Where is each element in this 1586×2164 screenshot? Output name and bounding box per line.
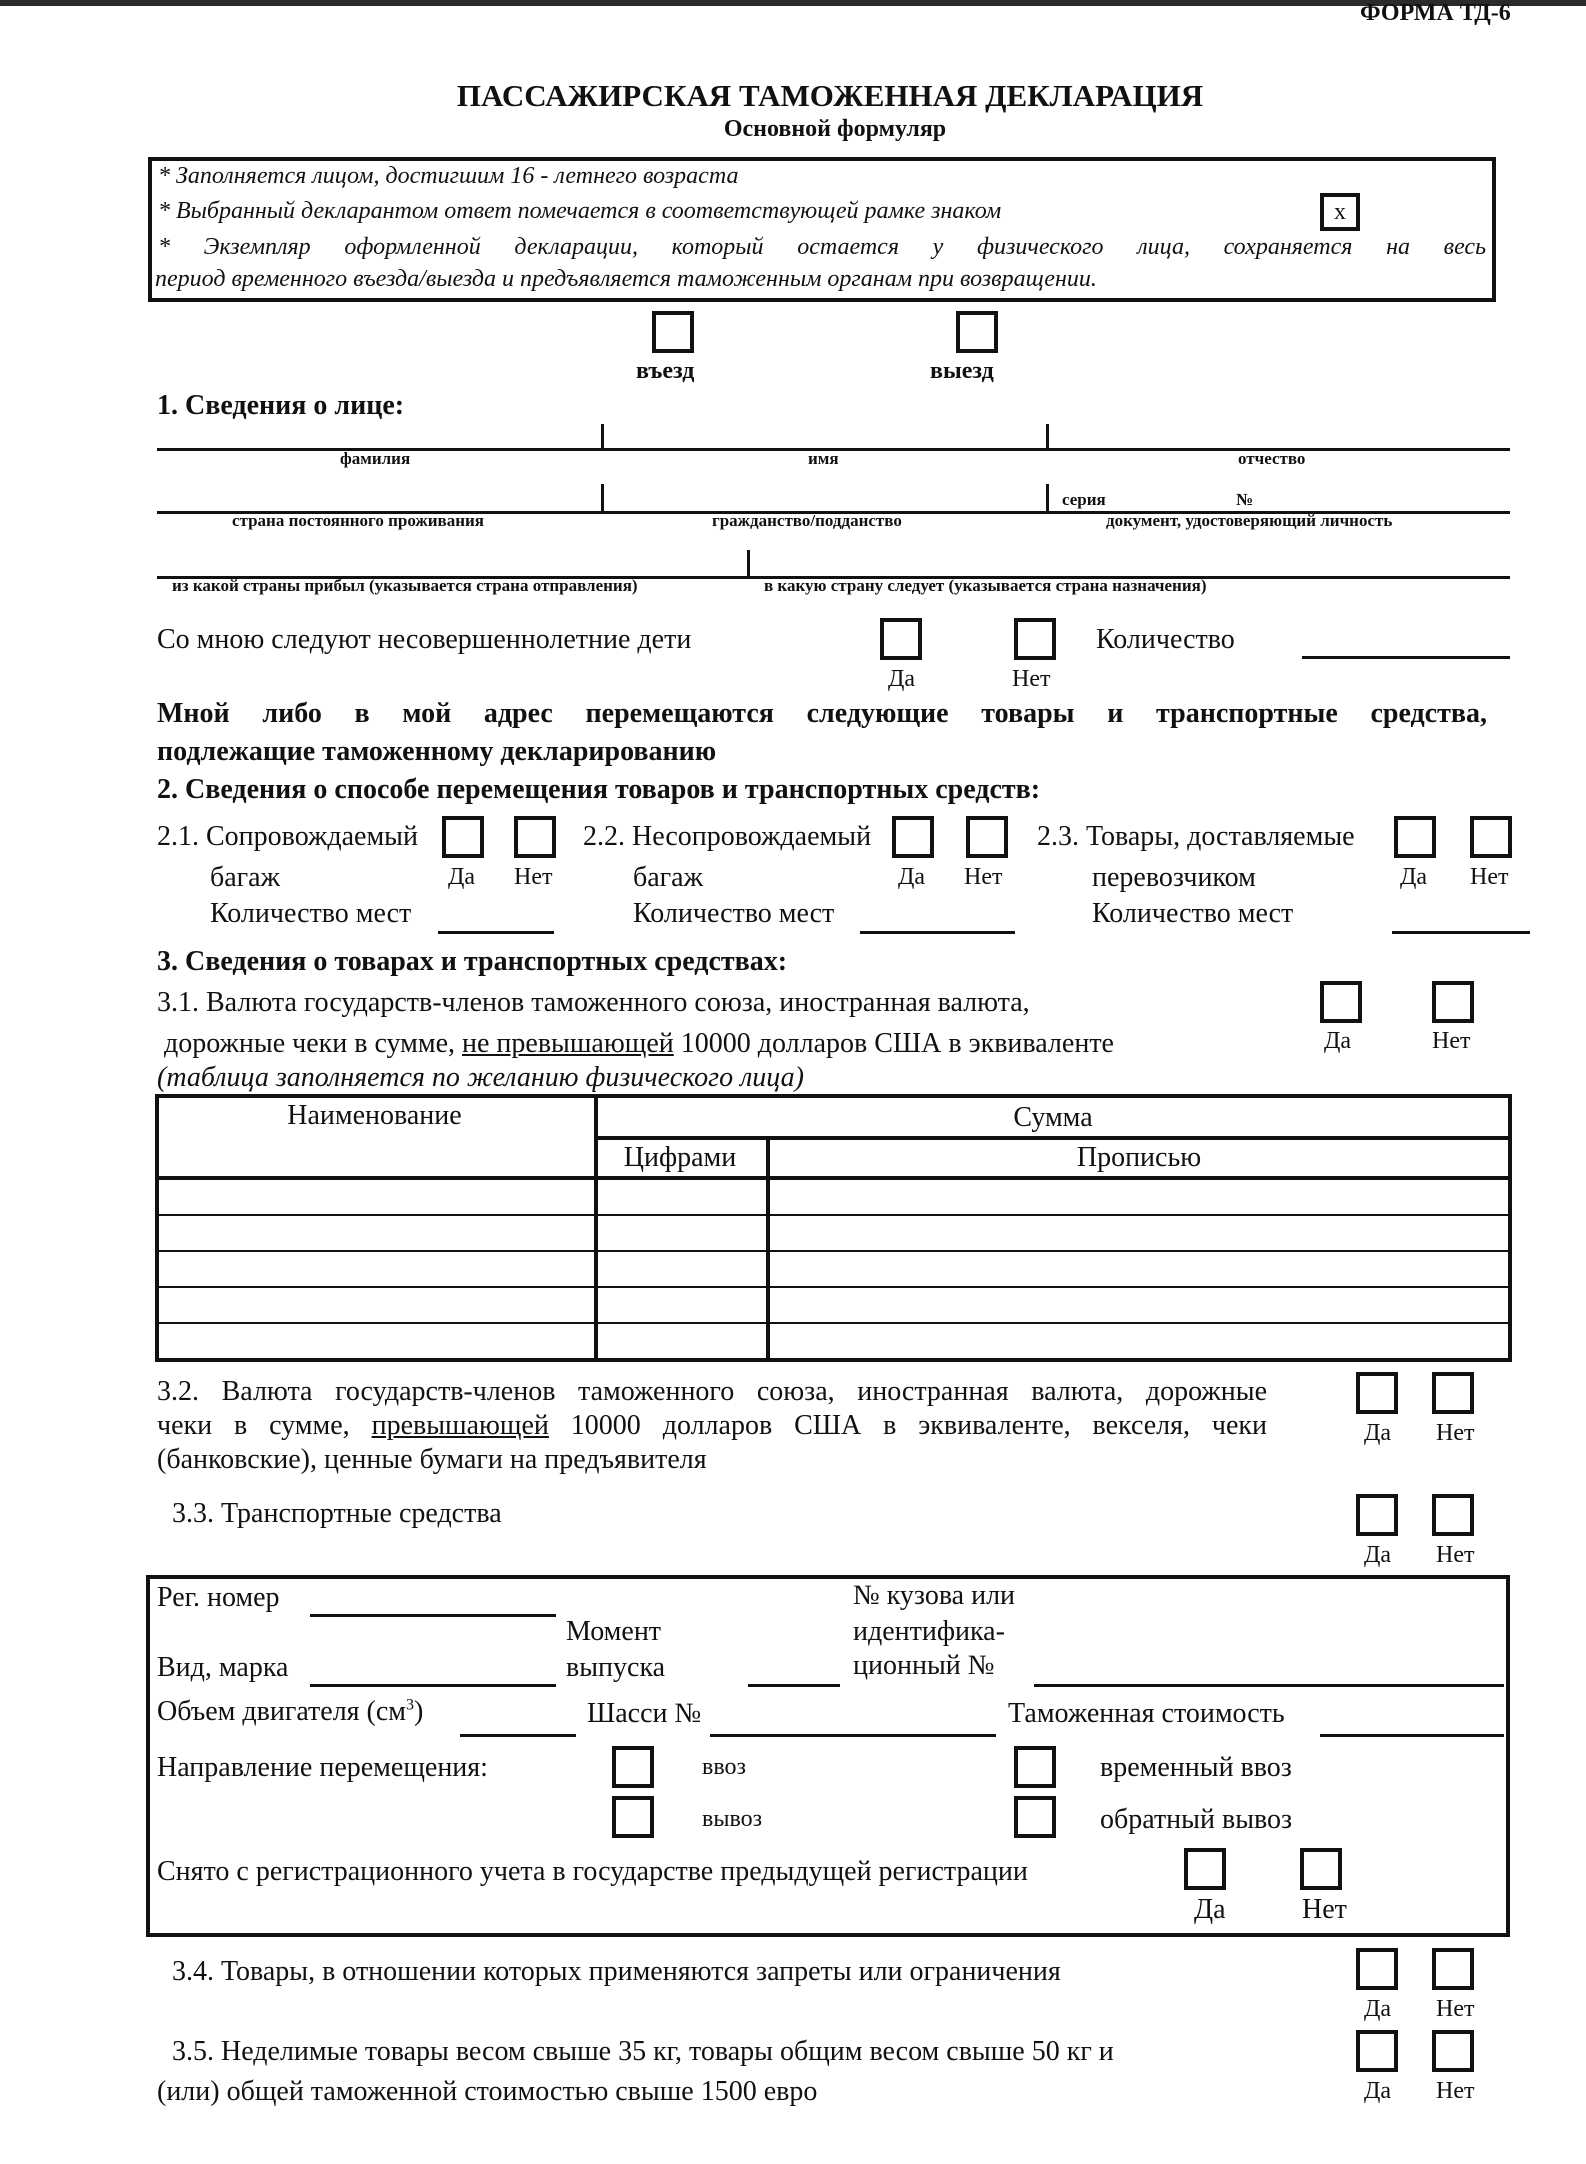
s31-underlined: не превышающей: [462, 1028, 674, 1059]
currency-table-sum-divider: [594, 1136, 1512, 1140]
section-3-title: 3. Сведения о товарах и транспортных средствах:: [157, 946, 788, 977]
exit-checkbox[interactable]: [956, 311, 998, 353]
unaccompanied-baggage-label-2: багаж: [633, 862, 703, 893]
movement-direction-label: Направление перемещения:: [157, 1752, 488, 1783]
route-separator: [747, 550, 750, 576]
children-yes-checkbox[interactable]: [880, 618, 922, 660]
name-separator-1: [601, 424, 604, 448]
s32-line-2: [157, 1410, 1267, 1442]
page-title: ПАССАЖИРСКАЯ ТАМОЖЕННАЯ ДЕКЛАРАЦИЯ: [456, 78, 1204, 113]
engine-volume-field[interactable]: [460, 1734, 576, 1737]
s34-no-label: Нет: [1436, 1996, 1475, 2022]
col-name-header: Наименование: [287, 1100, 462, 1131]
table-row: [155, 1286, 1512, 1288]
s31-line-2: [164, 1028, 1114, 1060]
accompanied-no-label: Нет: [514, 864, 553, 890]
accompanied-places-label: Количество мест: [210, 898, 412, 929]
unaccompanied-places-label: Количество мест: [633, 898, 835, 929]
deregistered-label: Снято с регистрационного учета в государстве предыдущей регистрации: [157, 1856, 1028, 1887]
deregistered-no-checkbox[interactable]: [1300, 1848, 1342, 1890]
children-quantity-label: Количество: [1096, 624, 1235, 655]
unaccompanied-yes-label: Да: [898, 864, 926, 890]
s34-yes-label: Да: [1364, 1996, 1392, 2022]
deregistered-yes-checkbox[interactable]: [1184, 1848, 1226, 1890]
import-checkbox[interactable]: [612, 1746, 654, 1788]
unaccompanied-no-label: Нет: [964, 864, 1003, 890]
note-line-3: * Экземпляр оформленной декларации, который остается у физического лица, сохраняется на весь: [158, 234, 1486, 260]
re-export-label: обратный вывоз: [1100, 1804, 1293, 1835]
carrier-goods-label: 2.3. Товары, доставляемые: [1037, 821, 1355, 852]
s31-yes-label: Да: [1324, 1028, 1352, 1054]
children-quantity-field[interactable]: [1302, 656, 1510, 659]
carrier-no-label: Нет: [1470, 864, 1509, 890]
accompanied-yes-label: Да: [448, 864, 476, 890]
s33-no-label: Нет: [1436, 1542, 1475, 1568]
s32-line-3: (банковские), ценные бумаги на предъявителя: [157, 1444, 707, 1475]
s34-yes-checkbox[interactable]: [1356, 1948, 1398, 1990]
engine-volume-paren: ): [414, 1696, 424, 1727]
s32-yes-checkbox[interactable]: [1356, 1372, 1398, 1414]
goods-intro-line-2: подлежащие таможенному декларированию: [157, 736, 717, 767]
to-country-label: в какую страну следует (указывается страна назначения): [764, 576, 1207, 595]
accompanied-no-checkbox[interactable]: [514, 816, 556, 858]
s33-yes-label: Да: [1364, 1542, 1392, 1568]
chassis-label: Шасси №: [587, 1698, 702, 1729]
surname-label: фамилия: [340, 449, 411, 468]
temp-import-label: временный ввоз: [1100, 1752, 1292, 1783]
carrier-goods-label-2: перевозчиком: [1092, 862, 1256, 893]
country-residence-label: страна постоянного проживания: [232, 511, 484, 530]
release-label-1: Момент: [566, 1616, 662, 1647]
engine-volume-label: [157, 1696, 423, 1728]
s33-label: 3.3. Транспортные средства: [172, 1498, 502, 1529]
residence-separator-2: [1046, 484, 1049, 512]
temp-import-checkbox[interactable]: [1014, 1746, 1056, 1788]
s31-no-label: Нет: [1432, 1028, 1471, 1054]
patronymic-label: отчество: [1238, 449, 1306, 468]
body-number-label-1: № кузова или: [853, 1580, 1016, 1611]
unaccompanied-yes-checkbox[interactable]: [892, 816, 934, 858]
carrier-yes-label: Да: [1400, 864, 1428, 890]
body-number-field[interactable]: [1034, 1684, 1504, 1687]
customs-value-label: Таможенная стоимость: [1008, 1698, 1285, 1729]
section-2-title: 2. Сведения о способе перемещения товаров и транспортных средств:: [157, 774, 1041, 805]
first-name-label: имя: [808, 449, 839, 468]
id-document-label: документ, удостоверяющий личность: [1106, 511, 1393, 530]
s35-no-checkbox[interactable]: [1432, 2030, 1474, 2072]
name-separator-2: [1046, 424, 1049, 448]
s35-yes-checkbox[interactable]: [1356, 2030, 1398, 2072]
s35-yes-label: Да: [1364, 2078, 1392, 2104]
col-digits-header: Цифрами: [623, 1142, 737, 1173]
accompanied-baggage-label: 2.1. Сопровождаемый: [157, 821, 418, 852]
children-yes-label: Да: [888, 666, 916, 692]
s32-no-checkbox[interactable]: [1432, 1372, 1474, 1414]
re-export-checkbox[interactable]: [1014, 1796, 1056, 1838]
deregistered-no-label: Нет: [1302, 1894, 1347, 1925]
carrier-no-checkbox[interactable]: [1470, 816, 1512, 858]
table-row: [155, 1322, 1512, 1324]
body-number-label-2: идентифика-: [853, 1616, 1005, 1647]
page-subtitle: Основной формуляр: [723, 116, 947, 142]
col-sum-header: Сумма: [1013, 1102, 1093, 1133]
table-row: [155, 1250, 1512, 1252]
sample-mark-box: x: [1320, 193, 1360, 231]
engine-volume-text: Объем двигателя (см: [157, 1696, 407, 1727]
accompanied-baggage-label-2: багаж: [210, 862, 280, 893]
s33-yes-checkbox[interactable]: [1356, 1494, 1398, 1536]
exit-label: выезд: [930, 358, 994, 384]
accompanied-places-field[interactable]: [438, 931, 554, 934]
unaccompanied-places-field[interactable]: [860, 931, 1015, 934]
s35-line-2: (или) общей таможенной стоимостью свыше 1500 евро: [157, 2076, 818, 2107]
deregistered-yes-label: Да: [1194, 1894, 1226, 1925]
table-row: [155, 1214, 1512, 1216]
children-question: Со мною следуют несовершеннолетние дети: [157, 624, 692, 655]
make-label: Вид, марка: [157, 1652, 289, 1683]
release-field[interactable]: [748, 1684, 840, 1687]
series-label: серия: [1062, 490, 1106, 509]
carrier-places-field[interactable]: [1392, 931, 1530, 934]
unaccompanied-baggage-label: 2.2. Несопровождаемый: [583, 821, 872, 852]
children-no-label: Нет: [1012, 666, 1051, 692]
s32-no-label: Нет: [1436, 1420, 1475, 1446]
s32-yes-label: Да: [1364, 1420, 1392, 1446]
s31-line-2-start: дорожные чеки в сумме,: [164, 1028, 462, 1059]
export-checkbox[interactable]: [612, 1796, 654, 1838]
s35-line-1: 3.5. Неделимые товары весом свыше 35 кг, товары общим весом свыше 50 кг и: [172, 2036, 1114, 2067]
section-1-title: 1. Сведения о лице:: [157, 390, 405, 421]
make-field[interactable]: [310, 1684, 556, 1687]
s34-no-checkbox[interactable]: [1432, 1948, 1474, 1990]
entry-checkbox[interactable]: [652, 311, 694, 353]
citizenship-label: гражданство/подданство: [712, 511, 902, 530]
carrier-places-label: Количество мест: [1092, 898, 1294, 929]
chassis-field[interactable]: [710, 1734, 996, 1737]
currency-table-header-bottom: [155, 1176, 1512, 1180]
reg-number-field[interactable]: [310, 1614, 556, 1617]
import-label: ввоз: [702, 1754, 746, 1780]
s31-line-2-end: 10000 долларов США в эквиваленте: [673, 1028, 1114, 1059]
carrier-yes-checkbox[interactable]: [1394, 816, 1436, 858]
form-code: ФОРМА ТД-6: [1360, 0, 1511, 26]
reg-number-label: Рег. номер: [157, 1582, 280, 1613]
top-edge-bar: [0, 0, 1586, 6]
col-words-header: Прописью: [1076, 1142, 1202, 1173]
from-country-label: из какой страны прибыл (указывается страна отправления): [172, 576, 638, 595]
note-line-1: * Заполняется лицом, достигшим 16 - летнего возраста: [158, 163, 739, 189]
s31-no-checkbox[interactable]: [1432, 981, 1474, 1023]
number-label: №: [1236, 490, 1254, 509]
note-line-2: * Выбранный декларантом ответ помечается в соответствующей рамке знаком: [158, 198, 1002, 224]
s34-label: 3.4. Товары, в отношении которых применяются запреты или ограничения: [172, 1956, 1061, 1987]
engine-volume-exponent: 3: [406, 1696, 415, 1714]
goods-intro-line-1: Мной либо в мой адрес перемещаются следующие товары и транспортные средства,: [157, 698, 1487, 729]
customs-value-field[interactable]: [1320, 1734, 1504, 1737]
s35-no-label: Нет: [1436, 2078, 1475, 2104]
export-label: вывоз: [702, 1806, 763, 1832]
s32-line-2-start: чеки в сумме,: [157, 1410, 372, 1441]
release-label-2: выпуска: [566, 1652, 666, 1683]
body-number-label-3: ционный №: [853, 1650, 995, 1681]
note-line-4: период временного въезда/выезда и предъявляется таможенным органам при возвращении.: [155, 266, 1097, 292]
s31-yes-checkbox[interactable]: [1320, 981, 1362, 1023]
s32-line-2-end: 10000 долларов США в эквиваленте, векселя, чеки: [548, 1410, 1267, 1441]
s31-line-1: 3.1. Валюта государств-членов таможенного союза, иностранная валюта,: [157, 987, 1030, 1018]
unaccompanied-no-checkbox[interactable]: [966, 816, 1008, 858]
accompanied-yes-checkbox[interactable]: [442, 816, 484, 858]
s31-note: (таблица заполняется по желанию физического лица): [157, 1062, 804, 1093]
entry-label: въезд: [636, 358, 695, 384]
residence-separator-1: [601, 484, 604, 512]
children-no-checkbox[interactable]: [1014, 618, 1056, 660]
s32-underlined: превышающей: [371, 1410, 549, 1441]
s33-no-checkbox[interactable]: [1432, 1494, 1474, 1536]
s32-line-1: 3.2. Валюта государств-членов таможенного союза, иностранная валюта, дорожные: [157, 1376, 1267, 1407]
